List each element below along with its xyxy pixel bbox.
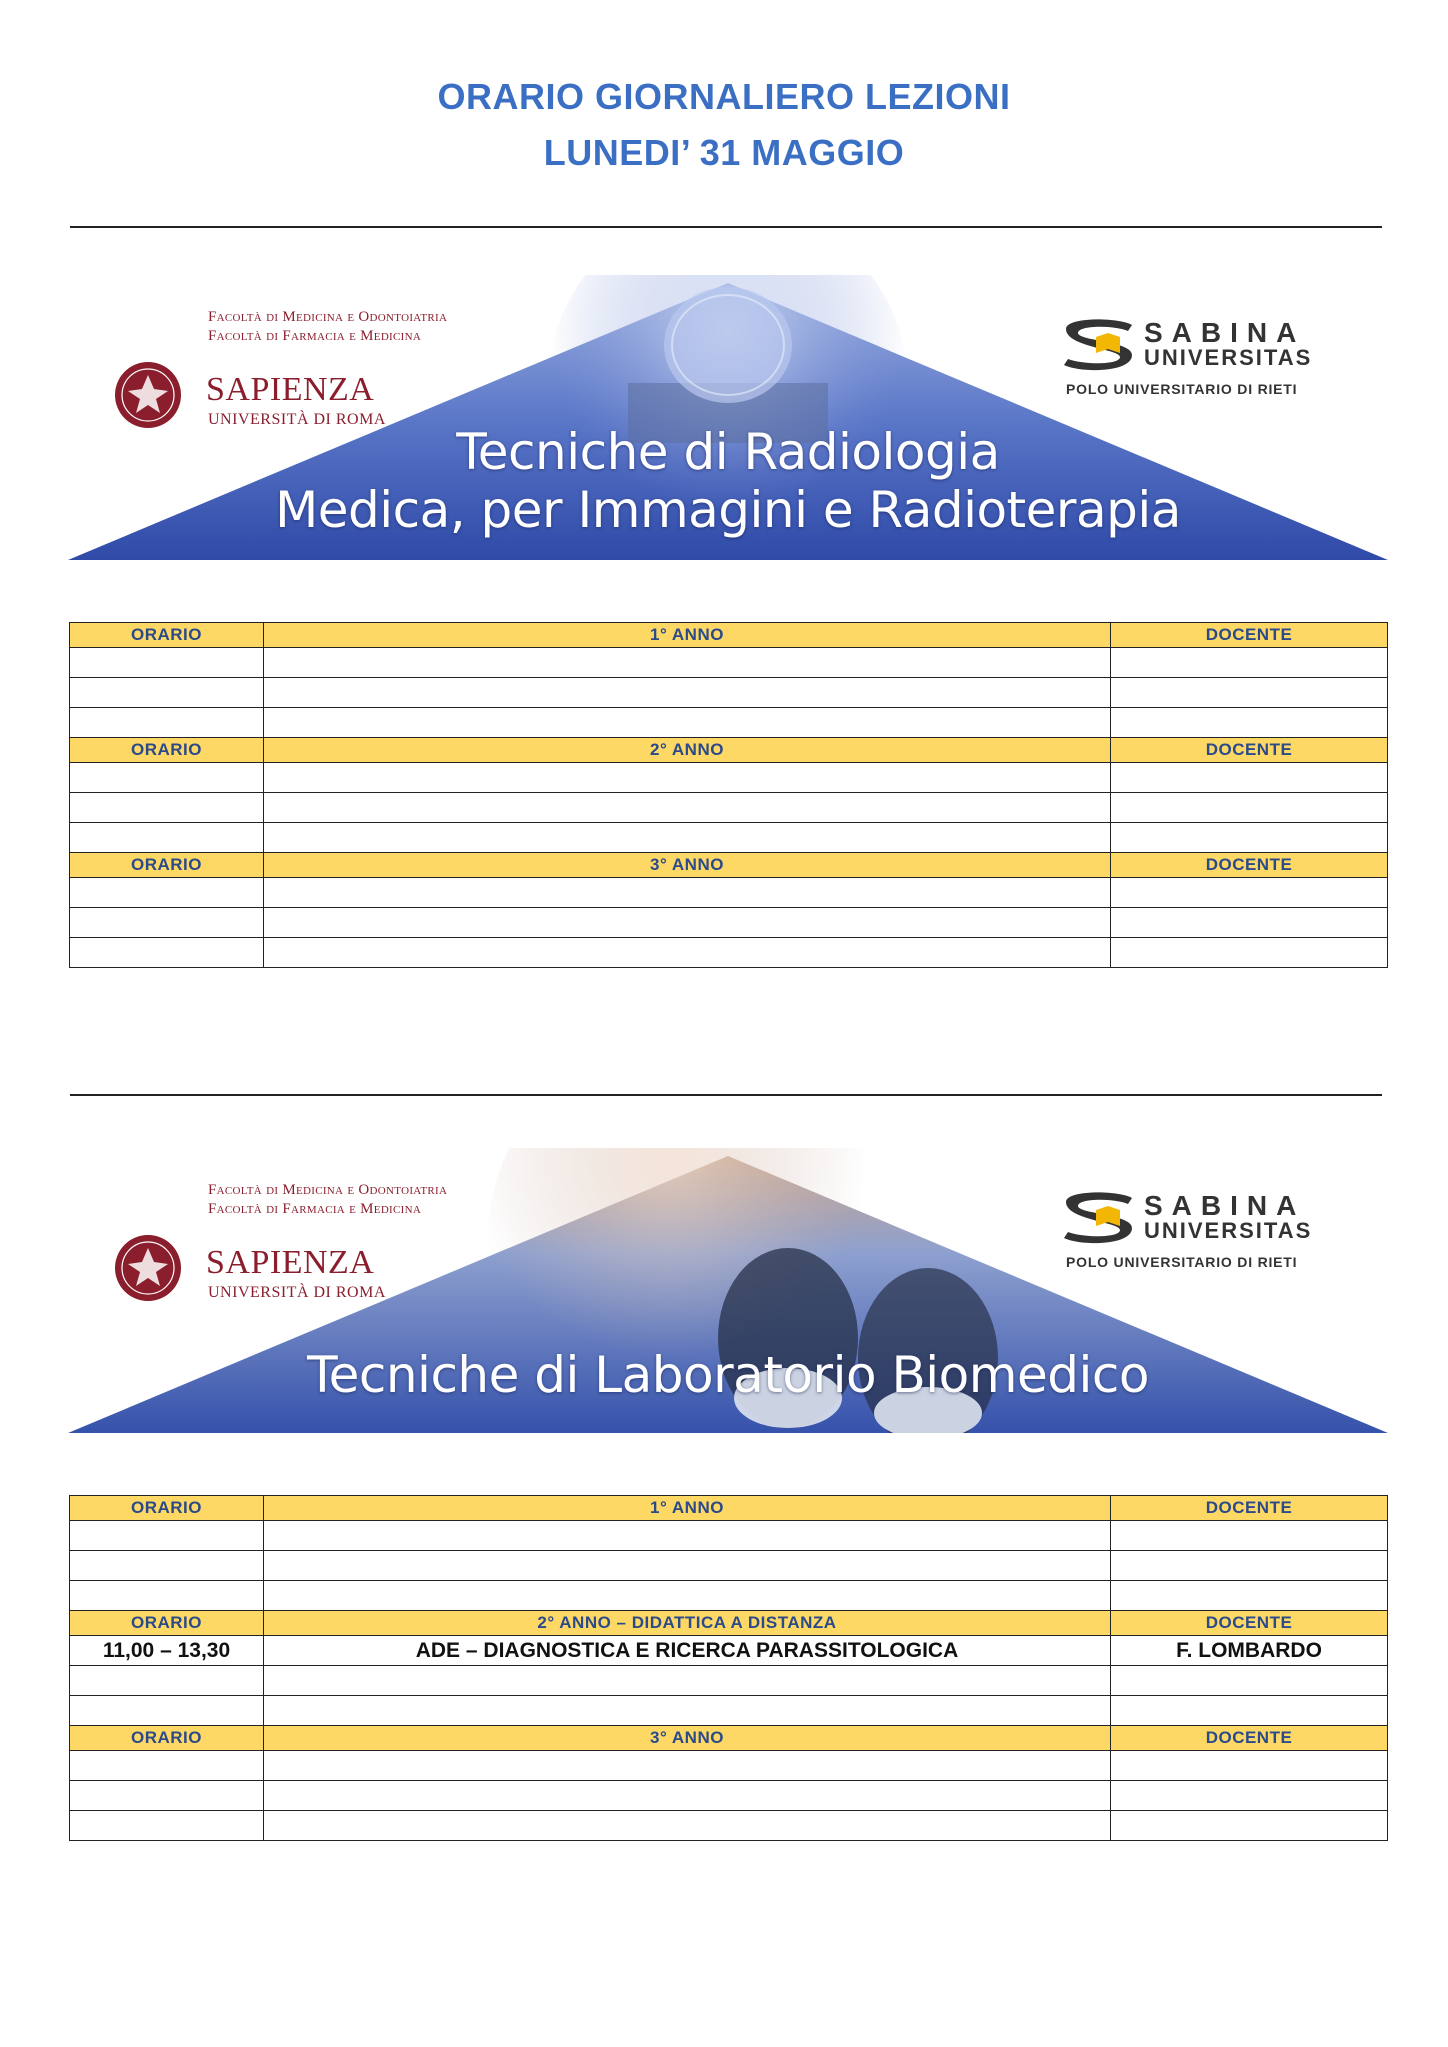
table-row	[70, 1696, 1388, 1726]
cell-lesson	[264, 1696, 1111, 1726]
cell-lesson	[264, 1551, 1111, 1581]
cell-teacher	[1111, 708, 1388, 738]
cell-lesson	[264, 1751, 1111, 1781]
cell-lesson	[264, 648, 1111, 678]
cell-time	[70, 1811, 264, 1841]
cell-lesson	[264, 938, 1111, 968]
cell-teacher	[1111, 1551, 1388, 1581]
cell-teacher	[1111, 1781, 1388, 1811]
cell-lesson	[264, 793, 1111, 823]
course-title-line-1: Tecniche di Radiologia	[456, 423, 1000, 481]
table-row	[70, 1751, 1388, 1781]
table-row	[70, 1636, 1388, 1666]
sabina-polo: POLO UNIVERSITARIO DI RIETI	[1066, 1254, 1298, 1270]
sabina-book-icon	[1058, 1188, 1140, 1250]
cell-time	[70, 908, 264, 938]
sabina-polo: POLO UNIVERSITARIO DI RIETI	[1066, 381, 1298, 397]
table-header-row	[70, 1726, 1388, 1751]
table-row	[70, 938, 1388, 968]
table-row	[70, 823, 1388, 853]
header-docente: DOCENTE	[1111, 1496, 1388, 1521]
sabina-name: SABINA	[1144, 317, 1306, 348]
sapienza-name: SAPIENZA	[206, 1244, 375, 1281]
sabina-universitas: UNIVERSITAS	[1144, 1218, 1313, 1243]
sabina-logo	[1054, 309, 1364, 399]
header-orario: ORARIO	[70, 738, 264, 763]
table-row	[70, 678, 1388, 708]
cell-time	[70, 938, 264, 968]
divider	[70, 1094, 1382, 1096]
sabina-book-icon	[1058, 315, 1140, 377]
table-row	[70, 763, 1388, 793]
cell-time	[70, 878, 264, 908]
table-row	[70, 1666, 1388, 1696]
sabina-logo	[1054, 1182, 1364, 1272]
table-header-row	[70, 1496, 1388, 1521]
cell-lesson	[264, 1581, 1111, 1611]
table-row	[70, 1811, 1388, 1841]
table-row	[70, 793, 1388, 823]
cell-teacher	[1111, 1581, 1388, 1611]
cell-lesson	[264, 1811, 1111, 1841]
header-docente: DOCENTE	[1111, 853, 1388, 878]
header-year: 1° ANNO	[264, 623, 1111, 648]
cell-time	[70, 1696, 264, 1726]
banner-radiologia	[68, 275, 1388, 560]
cell-time	[70, 1521, 264, 1551]
cell-time	[70, 1581, 264, 1611]
sabina-universitas: UNIVERSITAS	[1144, 345, 1313, 370]
header-orario: ORARIO	[70, 853, 264, 878]
header-orario: ORARIO	[70, 1611, 264, 1636]
cell-lesson	[264, 678, 1111, 708]
page-date: LUNEDI’ 31 MAGGIO	[543, 132, 905, 173]
sapienza-seal-icon	[114, 1234, 182, 1302]
table-header-row	[70, 853, 1388, 878]
cell-teacher: F. LOMBARDO	[1111, 1636, 1388, 1666]
cell-teacher	[1111, 1751, 1388, 1781]
table-row	[70, 1781, 1388, 1811]
cell-teacher	[1111, 1696, 1388, 1726]
course-title-line-1: Tecniche di Laboratorio Biomedico	[307, 1346, 1149, 1404]
sabina-name: SABINA	[1144, 1190, 1306, 1221]
cell-lesson	[264, 1781, 1111, 1811]
cell-time	[70, 793, 264, 823]
faculty-line-2: Facoltà di Farmacia e Medicina	[208, 1201, 422, 1217]
cell-teacher	[1111, 938, 1388, 968]
cell-teacher	[1111, 648, 1388, 678]
cell-lesson	[264, 1666, 1111, 1696]
cell-time	[70, 763, 264, 793]
table-row	[70, 908, 1388, 938]
table-header-row	[70, 738, 1388, 763]
cell-teacher	[1111, 1811, 1388, 1841]
cell-time	[70, 1551, 264, 1581]
cell-teacher	[1111, 763, 1388, 793]
cell-teacher	[1111, 793, 1388, 823]
cell-time	[70, 823, 264, 853]
cell-lesson	[264, 708, 1111, 738]
cell-time	[70, 1751, 264, 1781]
cell-teacher	[1111, 678, 1388, 708]
course-title-line-2: Medica, per Immagini e Radioterapia	[275, 481, 1181, 539]
header-orario: ORARIO	[70, 1496, 264, 1521]
header-orario: ORARIO	[70, 623, 264, 648]
cell-teacher	[1111, 1666, 1388, 1696]
table-row	[70, 708, 1388, 738]
schedule-table-radiologia	[69, 622, 1388, 968]
faculty-line-1: Facoltà di Medicina e Odontoiatria	[208, 309, 448, 325]
table-header-row	[70, 1611, 1388, 1636]
cell-time: 11,00 – 13,30	[70, 1636, 264, 1666]
banner-laboratorio	[68, 1148, 1388, 1433]
table-row	[70, 1551, 1388, 1581]
sapienza-subtitle: UNIVERSITÀ DI ROMA	[208, 1284, 386, 1301]
cell-time	[70, 708, 264, 738]
table-row	[70, 648, 1388, 678]
header-docente: DOCENTE	[1111, 623, 1388, 648]
cell-time	[70, 1666, 264, 1696]
cell-teacher	[1111, 1521, 1388, 1551]
sapienza-subtitle: UNIVERSITÀ DI ROMA	[208, 411, 386, 428]
table-row	[70, 878, 1388, 908]
cell-time	[70, 648, 264, 678]
sapienza-logo	[92, 1168, 512, 1328]
cell-lesson: ADE – DIAGNOSTICA E RICERCA PARASSITOLOGICA	[264, 1636, 1111, 1666]
faculty-line-1: Facoltà di Medicina e Odontoiatria	[208, 1182, 448, 1198]
cell-teacher	[1111, 823, 1388, 853]
table-row	[70, 1581, 1388, 1611]
header-docente: DOCENTE	[1111, 1611, 1388, 1636]
divider	[70, 226, 1382, 228]
page-title: ORARIO GIORNALIERO LEZIONI	[437, 76, 1011, 117]
cell-lesson	[264, 823, 1111, 853]
faculty-line-2: Facoltà di Farmacia e Medicina	[208, 328, 422, 344]
header-year: 1° ANNO	[264, 1496, 1111, 1521]
cell-teacher	[1111, 878, 1388, 908]
sapienza-name: SAPIENZA	[206, 371, 375, 408]
cell-time	[70, 678, 264, 708]
cell-lesson	[264, 763, 1111, 793]
header-year: 3° ANNO	[264, 1726, 1111, 1751]
header-year: 2° ANNO – DIDATTICA A DISTANZA	[264, 1611, 1111, 1636]
sapienza-seal-icon	[114, 361, 182, 429]
header-year: 2° ANNO	[264, 738, 1111, 763]
table-row	[70, 1521, 1388, 1551]
schedule-table-laboratorio	[69, 1495, 1388, 1841]
header-docente: DOCENTE	[1111, 738, 1388, 763]
table-header-row	[70, 623, 1388, 648]
cell-lesson	[264, 908, 1111, 938]
header-year: 3° ANNO	[264, 853, 1111, 878]
cell-lesson	[264, 878, 1111, 908]
cell-teacher	[1111, 908, 1388, 938]
header-docente: DOCENTE	[1111, 1726, 1388, 1751]
header-orario: ORARIO	[70, 1726, 264, 1751]
cell-lesson	[264, 1521, 1111, 1551]
cell-time	[70, 1781, 264, 1811]
